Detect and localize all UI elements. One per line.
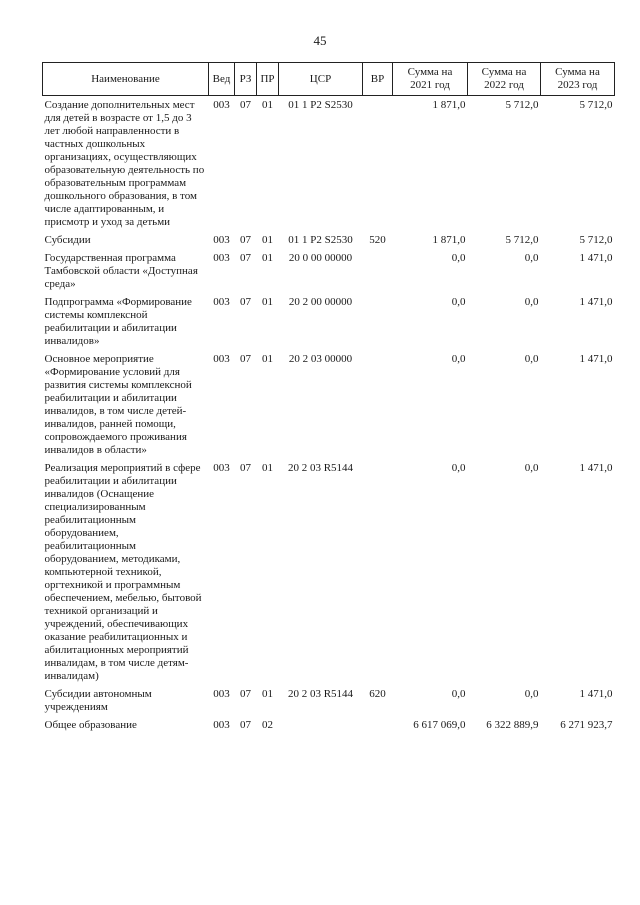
row-sum-2021: 0,0	[451, 252, 466, 264]
row-sum-2023: 1 471,0	[579, 353, 613, 365]
row-vr: 520	[369, 234, 386, 246]
table-header-row	[43, 63, 615, 96]
row-ved: 003	[213, 296, 230, 308]
row-ved: 003	[213, 252, 230, 264]
row-name: Подпрограмма «Формирование системы комплексной реабилитации и абилитации инвалидов»	[44, 296, 192, 347]
table-row	[43, 293, 615, 350]
header-csr: ЦСР	[279, 63, 363, 96]
row-sum-2022: 0,0	[524, 462, 539, 474]
row-sum-2023: 1 471,0	[579, 462, 613, 474]
row-csr: 20 2 03 R5144	[287, 462, 354, 474]
row-rz: 07	[240, 353, 251, 365]
header-ved: Вед	[209, 63, 235, 96]
row-name: Создание дополнительных мест для детей в возрасте от 1,5 до 3 лет любой направленности в частных дошкольных организациях, осуществляющих образовательную деятельность по образовательным программам дошкольного образования, в том числе адаптированным, и присмотр и уход за детьми	[44, 99, 205, 228]
row-vr: 620	[369, 688, 386, 700]
row-ved: 003	[213, 353, 230, 365]
row-rz: 07	[240, 296, 251, 308]
row-sum-2022: 6 322 889,9	[486, 719, 539, 731]
row-vr	[363, 459, 393, 685]
row-pr: 01	[262, 353, 273, 365]
row-sum-2021: 0,0	[451, 688, 466, 700]
row-sum-2022: 0,0	[524, 353, 539, 365]
row-pr: 01	[262, 296, 273, 308]
row-rz: 07	[240, 719, 251, 731]
row-vr	[363, 249, 393, 293]
header-sum-2023-line2: 2023 год	[557, 79, 598, 91]
header-rz: РЗ	[235, 63, 257, 96]
row-vr	[363, 350, 393, 459]
row-rz: 07	[240, 234, 251, 246]
row-name: Основное мероприятие «Формирование условий для развития системы комплексной реабилитации и абилитации инвалидов, в том числе детей-инвалидов, ранней помощи, сопровождаемого проживания инвалидов в области»	[44, 353, 192, 456]
row-sum-2023: 5 712,0	[579, 99, 613, 111]
table-row	[43, 231, 615, 249]
row-sum-2023: 1 471,0	[579, 296, 613, 308]
table-row	[43, 685, 615, 716]
row-vr	[363, 293, 393, 350]
row-csr: 01 1 P2 S2530	[288, 99, 353, 111]
row-pr: 01	[262, 99, 273, 111]
row-csr: 20 2 03 00000	[288, 353, 353, 365]
header-sum-2022-line1: Сумма на	[481, 66, 527, 78]
row-pr: 01	[262, 462, 273, 474]
row-sum-2021: 1 871,0	[432, 99, 466, 111]
row-rz: 07	[240, 99, 251, 111]
row-name: Субсидии автономным учреждениям	[44, 688, 152, 713]
header-sum-2023	[541, 63, 615, 96]
header-sum-2022	[468, 63, 541, 96]
row-ved: 003	[213, 688, 230, 700]
table-row	[43, 96, 615, 232]
row-sum-2021: 1 871,0	[432, 234, 466, 246]
row-pr: 01	[262, 252, 273, 264]
row-pr: 02	[262, 719, 273, 731]
table-row	[43, 350, 615, 459]
header-sum-2021-line2: 2021 год	[410, 79, 450, 91]
row-pr: 01	[262, 688, 273, 700]
row-csr	[279, 716, 363, 734]
header-sum-2023-line1: Сумма на	[555, 66, 600, 78]
row-sum-2023: 5 712,0	[579, 234, 613, 246]
table-row	[43, 716, 615, 734]
page-number: 45	[313, 33, 327, 48]
row-ved: 003	[213, 99, 230, 111]
header-sum-2021-line1: Сумма на	[407, 66, 453, 78]
row-sum-2022: 5 712,0	[505, 99, 539, 111]
row-sum-2023: 1 471,0	[579, 688, 613, 700]
row-sum-2021: 0,0	[451, 462, 466, 474]
row-sum-2022: 5 712,0	[505, 234, 539, 246]
row-pr: 01	[262, 234, 273, 246]
header-sum-2021	[393, 63, 468, 96]
row-vr	[363, 716, 393, 734]
row-ved: 003	[213, 719, 230, 731]
row-rz: 07	[240, 462, 251, 474]
row-sum-2023: 6 271 923,7	[560, 719, 613, 731]
row-vr	[363, 96, 393, 232]
row-sum-2023: 1 471,0	[579, 252, 613, 264]
header-sum-2022-line2: 2022 год	[484, 79, 524, 91]
table-row	[43, 459, 615, 685]
row-sum-2021: 6 617 069,0	[413, 719, 466, 731]
row-csr: 20 0 00 00000	[288, 252, 353, 264]
header-name: Наименование	[43, 63, 209, 96]
row-csr: 01 1 P2 S2530	[288, 234, 353, 246]
row-ved: 003	[213, 234, 230, 246]
header-vr: ВР	[363, 63, 393, 96]
row-sum-2022: 0,0	[524, 688, 539, 700]
table-row	[43, 249, 615, 293]
budget-table	[42, 62, 615, 734]
row-ved: 003	[213, 462, 230, 474]
row-csr: 20 2 00 00000	[288, 296, 353, 308]
row-name: Общее образование	[44, 719, 137, 731]
row-csr: 20 2 03 R5144	[287, 688, 354, 700]
row-sum-2022: 0,0	[524, 296, 539, 308]
row-sum-2022: 0,0	[524, 252, 539, 264]
row-name: Реализация мероприятий в сфере реабилитации и абилитации инвалидов (Оснащение специализированным реабилитационным оборудованием, реабилитационным оборудованием, методиками, компьютерной техникой, оргтехникой и программным обеспечением, мебелью, бытовой техникой организаций и учреждений, обеспечивающих оказание реабилитационных и абилитационных мероприятий инвалидам, в том числе детям-инвалидам)	[44, 462, 202, 682]
row-rz: 07	[240, 252, 251, 264]
row-name: Государственная программа Тамбовской области «Доступная среда»	[44, 252, 198, 290]
row-rz: 07	[240, 688, 251, 700]
row-sum-2021: 0,0	[451, 296, 466, 308]
row-sum-2021: 0,0	[451, 353, 466, 365]
row-name: Субсидии	[44, 234, 91, 246]
header-pr: ПР	[257, 63, 279, 96]
